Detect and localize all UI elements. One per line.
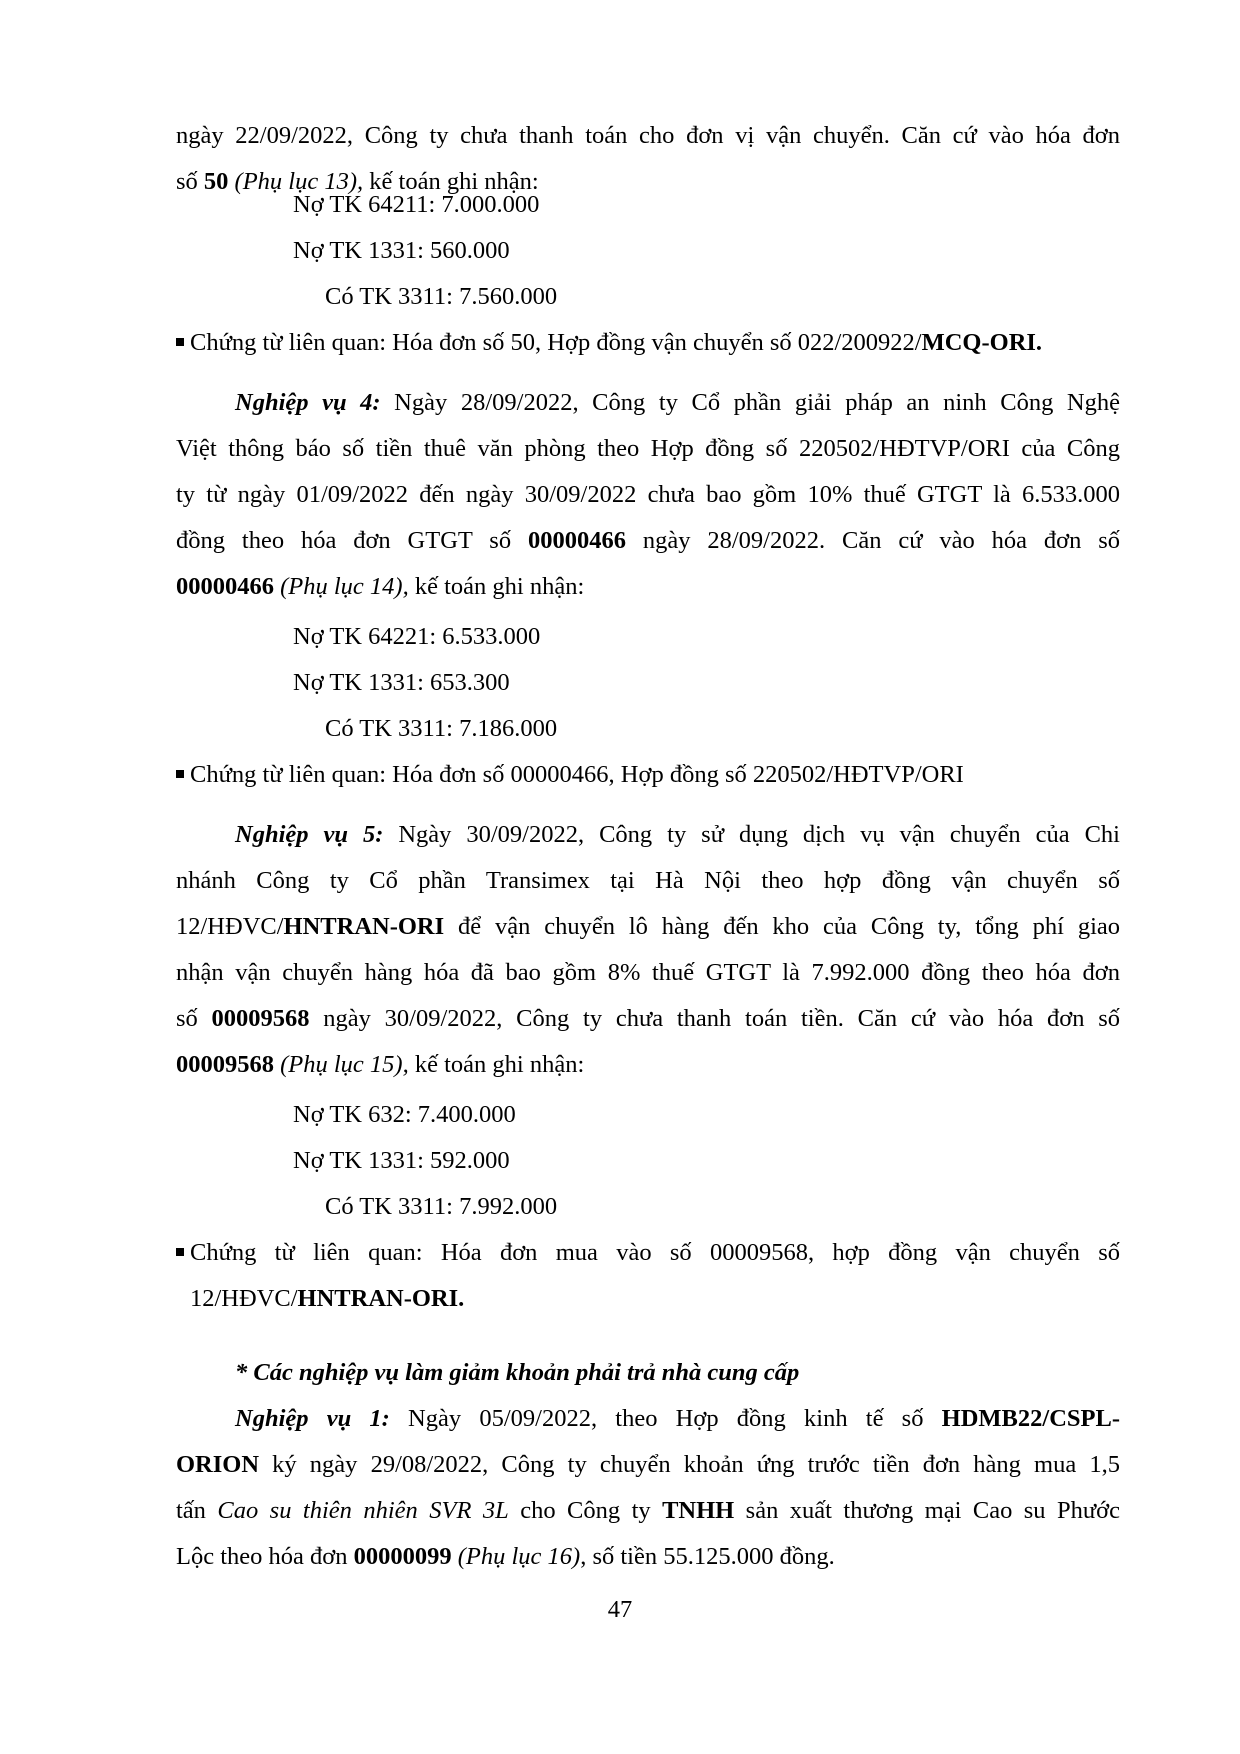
- journal-debit-line: Nợ TK 1331: 592.000: [293, 1147, 510, 1174]
- bullet-square-icon: [176, 770, 184, 778]
- text-line: nhận vận chuyển hàng hóa đã bao gồm 8% thuế GTGT là 7.992.000 đồng theo hóa đơn: [176, 959, 1120, 986]
- text-line: số 50 (Phụ lục 13), kế toán ghi nhận:: [176, 168, 539, 195]
- journal-debit-line: Nợ TK 1331: 560.000: [293, 237, 510, 264]
- journal-credit-line: Có TK 3311: 7.992.000: [325, 1193, 558, 1220]
- paragraph-transaction-4-body: [176, 426, 1120, 610]
- journal-debit-line: Nợ TK 1331: 653.300: [293, 669, 510, 696]
- text-line: ORION ký ngày 29/08/2022, Công ty chuyển khoản ứng trước tiền đơn hàng mua 1,5: [176, 1451, 1120, 1478]
- paragraph-transaction-5: [176, 812, 1120, 858]
- page-number: 47: [607, 1596, 633, 1623]
- text-line: ty từ ngày 01/09/2022 đến ngày 30/09/2022 chưa bao gồm 10% thuế GTGT là 6.533.000: [176, 481, 1120, 508]
- text-line: Nghiệp vụ 1: Ngày 05/09/2022, theo Hợp đồng kinh tế số HDMB22/CSPL-: [235, 1405, 1120, 1432]
- paragraph-transaction-4: [176, 380, 1120, 426]
- text-line: nhánh Công ty Cổ phần Transimex tại Hà Nội theo hợp đồng vận chuyển số: [176, 867, 1120, 894]
- paragraph-transaction-5-body: [176, 858, 1120, 1088]
- section-heading: * Các nghiệp vụ làm giảm khoản phải trả nhà cung cấp: [235, 1359, 800, 1386]
- text-line: Lộc theo hóa đơn 00000099 (Phụ lục 16), số tiền 55.125.000 đồng.: [176, 1543, 835, 1570]
- text-line: 12/HĐVC/HNTRAN-ORI.: [190, 1285, 465, 1312]
- journal-credit-line: Có TK 3311: 7.560.000: [325, 283, 558, 310]
- journal-credit-line: Có TK 3311: 7.186.000: [325, 715, 558, 742]
- text-line: Việt thông báo số tiền thuê văn phòng theo Hợp đồng số 220502/HĐTVP/ORI của Công: [176, 435, 1120, 462]
- text-line: số 00009568 ngày 30/09/2022, Công ty chưa thanh toán tiền. Căn cứ vào hóa đơn số: [176, 1005, 1120, 1032]
- text-line: 00000466 (Phụ lục 14), kế toán ghi nhận:: [176, 573, 585, 600]
- text-line: tấn Cao su thiên nhiên SVR 3L cho Công ty TNHH sản xuất thương mại Cao su Phước: [176, 1497, 1120, 1524]
- paragraph-transaction-1: [176, 1396, 1120, 1442]
- text-line: Nghiệp vụ 4: Ngày 28/09/2022, Công ty Cổ phần giải pháp an ninh Công Nghệ: [235, 389, 1120, 416]
- text-line: đồng theo hóa đơn GTGT số 00000466 ngày 28/09/2022. Căn cứ vào hóa đơn số: [176, 527, 1120, 554]
- bullet-supporting-docs: [176, 1230, 1120, 1322]
- text-line: ngày 22/09/2022, Công ty chưa thanh toán cho đơn vị vận chuyển. Căn cứ vào hóa đơn: [176, 122, 1120, 149]
- journal-debit-line: Nợ TK 64211: 7.000.000: [293, 191, 540, 218]
- text-line: 00009568 (Phụ lục 15), kế toán ghi nhận:: [176, 1051, 585, 1078]
- text-line: Nghiệp vụ 5: Ngày 30/09/2022, Công ty sử dụng dịch vụ vận chuyển của Chi: [235, 821, 1120, 848]
- text-line: Chứng từ liên quan: Hóa đơn mua vào số 00009568, hợp đồng vận chuyển số: [176, 1230, 1120, 1276]
- journal-debit-line: Nợ TK 632: 7.400.000: [293, 1101, 516, 1128]
- bullet-square-icon: [176, 1248, 184, 1256]
- journal-debit-line: Nợ TK 64221: 6.533.000: [293, 623, 541, 650]
- text-line: 12/HĐVC/HNTRAN-ORI để vận chuyển lô hàng đến kho của Công ty, tổng phí giao: [176, 913, 1120, 940]
- bullet-square-icon: [176, 338, 184, 346]
- paragraph-transaction-1-body: [176, 1442, 1120, 1580]
- bullet-supporting-docs: Chứng từ liên quan: Hóa đơn số 50, Hợp đồng vận chuyển số 022/200922/MCQ-ORI.: [176, 320, 1120, 366]
- bullet-supporting-docs: Chứng từ liên quan: Hóa đơn số 00000466, Hợp đồng số 220502/HĐTVP/ORI: [176, 752, 1120, 798]
